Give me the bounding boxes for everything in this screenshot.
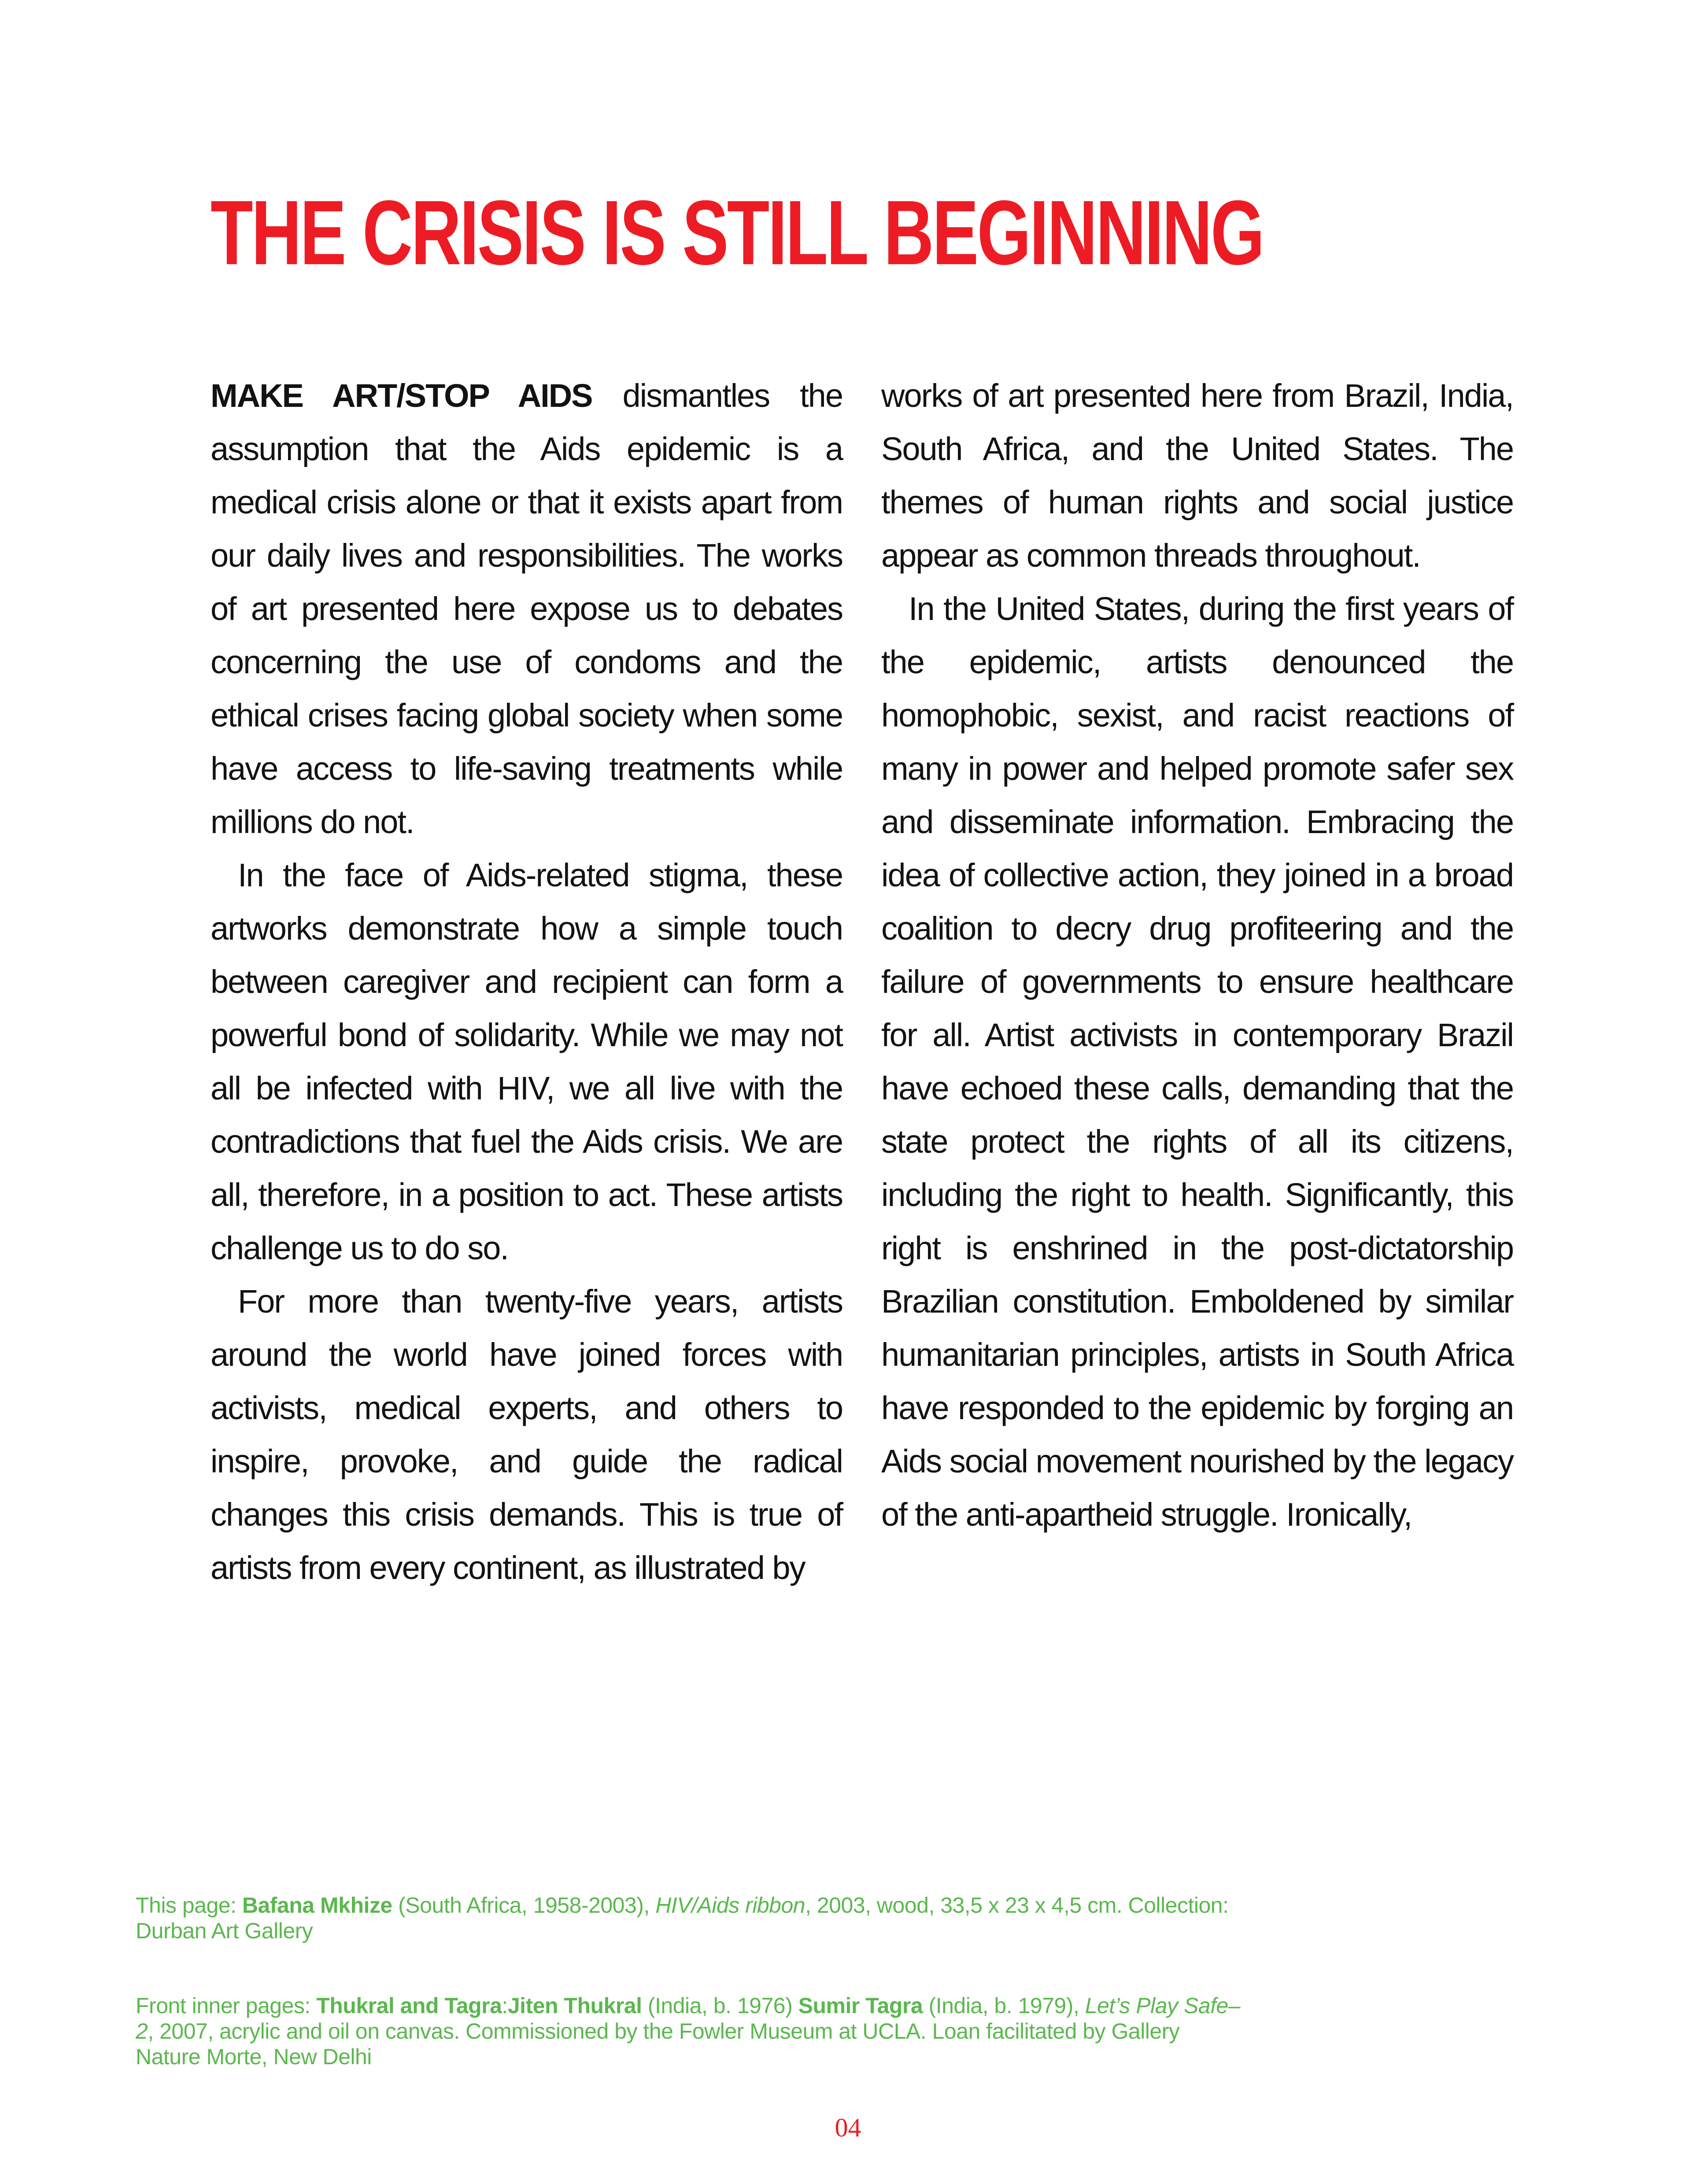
text-segment: (India, b. 1979),: [923, 1993, 1085, 2018]
body-paragraph: [211, 369, 842, 849]
text-segment: This page:: [136, 1893, 242, 1918]
page-title: [211, 182, 1596, 291]
captions-block: [136, 1893, 1250, 2070]
text-segment: , 2003, wood, 33,5 x 23 x 4,5 cm. Collection: Durban Art Gallery: [136, 1893, 1229, 1943]
body-paragraph: [881, 369, 1513, 582]
text-segment: works of art presented here from Brazil, India, South Africa, and the United States. The themes of human rights and social justice appear as common threads throughout.: [881, 377, 1513, 574]
text-segment: (South Africa, 1958-2003),: [392, 1893, 656, 1918]
caption-this-page: [136, 1893, 1250, 1944]
page-title-text: THE CRISIS IS STILL BEGINNING: [211, 182, 1264, 284]
article-columns: [211, 369, 1513, 1594]
text-segment: (India, b. 1976): [642, 1993, 798, 2018]
text-segment: In the United States, during the first years of the epidemic, artists denounced the homophobic, sexist, and racist reactions of many in power and helped promote safer sex and disseminate information. Embracing the idea of collective action, they joined in a broad coalition to decry drug profiteering and the failure of governments to ensure healthcare for all. Artist activists in contemporary Brazil have echoed these calls, demanding that the state protect the rights of all its citizens, including the right to health. Significantly, this right is enshrined in the post-dictatorship Brazilian constitution. Emboldened by similar humanitarian principles, artists in South Africa have responded to the epidemic by forging an Aids social movement nourished by the legacy of the anti-apartheid struggle. Ironically,: [881, 590, 1513, 1533]
body-paragraph: [881, 582, 1513, 1541]
text-segment: dismantles the assumption that the Aids epidemic is a medical crisis alone or that it exists apart from our daily lives and responsibilities. The works of art presented here expose us to debates concerning the use of condoms and the ethical crises facing global society when some have access to life-saving treatments while millions do not.: [211, 377, 842, 840]
text-segment: :: [502, 1993, 508, 2018]
text-segment: Front inner pages:: [136, 1993, 317, 2018]
text-segment: MAKE ART/STOP AIDS: [211, 377, 592, 414]
text-segment: For more than twenty-five years, artists around the world have joined forces with activists, medical experts, and others to inspire, provoke, and guide the radical changes this crisis demands. This is true of artists from every continent, as illustrated by: [211, 1283, 842, 1586]
text-segment: , 2007, acrylic and oil on canvas. Commissioned by the Fowler Museum at UCLA. Loan facilitated by Gallery Nature Morte, New Delhi: [136, 2019, 1180, 2069]
text-segment: HIV/Aids ribbon: [655, 1893, 806, 1918]
body-paragraph: [211, 1275, 842, 1594]
body-paragraph: [211, 849, 842, 1275]
text-segment: Jiten Thukral: [507, 1993, 642, 2018]
text-segment: Sumir Tagra: [798, 1993, 923, 2018]
page-number: 04: [835, 2113, 861, 2142]
article-column-left: [211, 369, 842, 1594]
text-segment: Let’s Play Safe–2: [136, 1993, 1241, 2044]
text-segment: In the face of Aids-related stigma, these artworks demonstrate how a simple touch between caregiver and recipient can form a powerful bond of solidarity. While we may not all be infected with HIV, we all live with the contradictions that fuel the Aids crisis. We are all, therefore, in a position to act. These artists challenge us to do so.: [211, 857, 842, 1266]
caption-front-inner-pages: [136, 1993, 1250, 2070]
text-segment: Thukral and Tagra: [316, 1993, 502, 2018]
text-segment: Bafana Mkhize: [242, 1893, 392, 1918]
article-column-right: [881, 369, 1513, 1594]
